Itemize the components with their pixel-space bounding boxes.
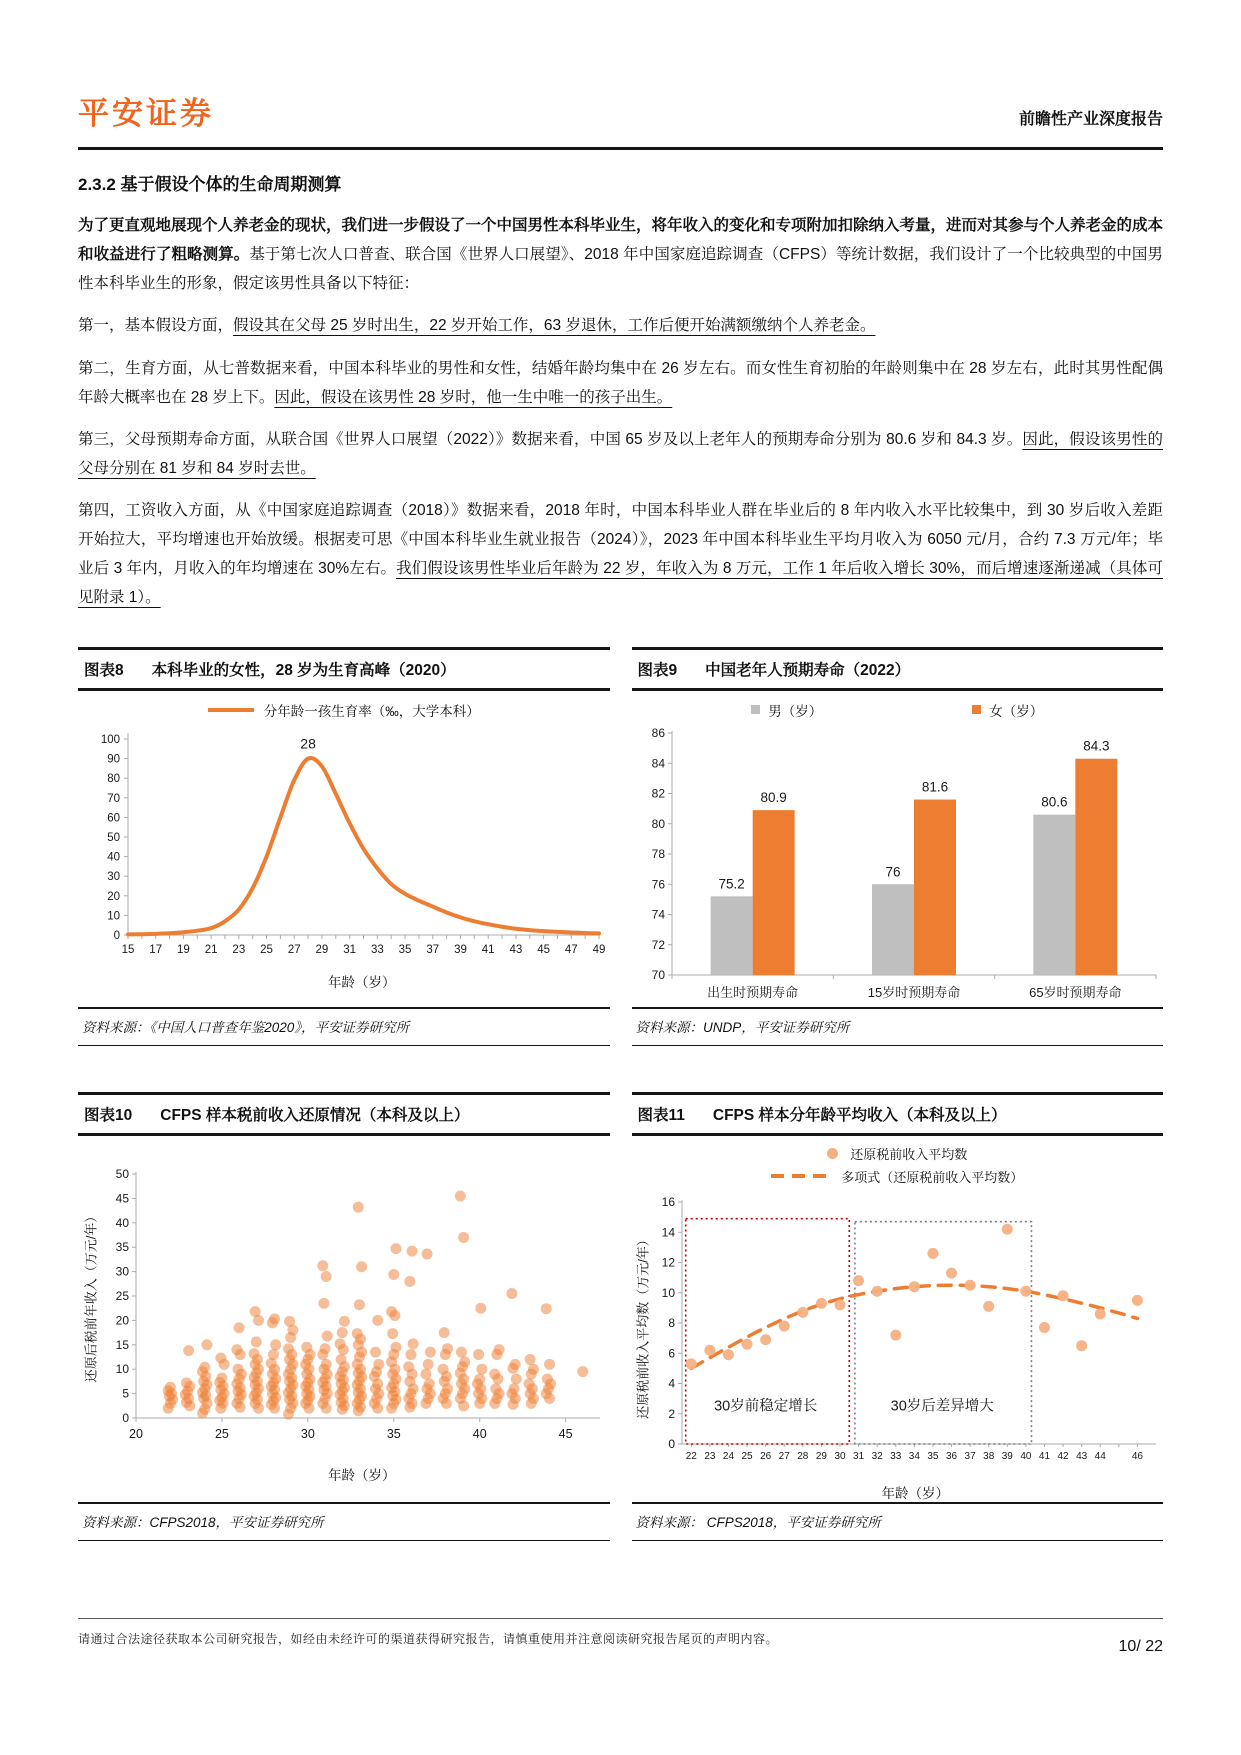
fig11-xaxis-label: 年龄（岁） bbox=[881, 1485, 949, 1501]
svg-text:42: 42 bbox=[1056, 1450, 1069, 1462]
svg-text:6: 6 bbox=[667, 1345, 675, 1360]
figure-8-body bbox=[78, 691, 610, 1007]
pingan-securities-logo: 平安证券 bbox=[78, 96, 214, 131]
svg-text:74: 74 bbox=[651, 907, 665, 921]
figure-11-source: 资料来源： CFPS2018，平安证券研究所 bbox=[632, 1502, 1164, 1541]
figure-11 bbox=[632, 1092, 1164, 1541]
female-legend-swatch bbox=[972, 705, 981, 714]
svg-text:19: 19 bbox=[177, 943, 190, 956]
svg-text:50: 50 bbox=[115, 1166, 129, 1181]
svg-text:82: 82 bbox=[651, 786, 665, 800]
fig8-line-chart bbox=[78, 723, 609, 969]
figure-11-legend bbox=[632, 1142, 1164, 1190]
figure-9-source: 资料来源：UNDP，平安证券研究所 bbox=[632, 1007, 1164, 1046]
svg-text:22: 22 bbox=[685, 1450, 697, 1462]
svg-text:60: 60 bbox=[107, 811, 120, 824]
svg-text:81.6: 81.6 bbox=[921, 779, 948, 795]
svg-text:35: 35 bbox=[386, 1426, 401, 1441]
svg-text:30: 30 bbox=[300, 1426, 315, 1441]
svg-text:0: 0 bbox=[122, 1410, 129, 1425]
fig10-yaxis-label: 还原后税前年收入（万元/年） bbox=[83, 1209, 99, 1382]
svg-text:16: 16 bbox=[661, 1194, 675, 1209]
svg-text:80.6: 80.6 bbox=[1040, 794, 1067, 810]
svg-text:29: 29 bbox=[815, 1450, 827, 1462]
figure-8-legend-label: 分年龄一孩生育率（‰，大学本科） bbox=[263, 703, 480, 719]
svg-text:5: 5 bbox=[122, 1386, 129, 1401]
svg-text:29: 29 bbox=[315, 943, 329, 956]
figure-9-title bbox=[632, 647, 1164, 691]
svg-text:25: 25 bbox=[260, 943, 273, 956]
svg-text:40: 40 bbox=[472, 1426, 487, 1441]
svg-text:25: 25 bbox=[115, 1288, 129, 1303]
svg-text:33: 33 bbox=[889, 1450, 901, 1462]
figure-8-source: 资料来源：《中国人口普查年鉴2020》，平安证券研究所 bbox=[78, 1007, 610, 1046]
paragraph-assumption-3: 第三，父母预期寿命方面，从联合国《世界人口展望（2022）》数据来看，中国 65 岁及以上老年人的预期寿命分别为 80.6 岁和 84.3 岁。因此，假设该男性的父母分别在 81 岁和 84 岁时去世。 bbox=[78, 430, 1163, 477]
svg-text:27: 27 bbox=[778, 1450, 790, 1462]
svg-text:40: 40 bbox=[107, 851, 120, 864]
svg-text:出生时预期寿命: 出生时预期寿命 bbox=[706, 984, 798, 1000]
svg-text:2: 2 bbox=[667, 1406, 675, 1421]
svg-text:30: 30 bbox=[833, 1450, 846, 1462]
svg-text:41: 41 bbox=[1038, 1450, 1050, 1462]
svg-text:90: 90 bbox=[107, 753, 120, 766]
figure-8-name: 本科毕业的女性，28 岁为生育高峰（2020） bbox=[151, 661, 456, 679]
legend-female: 女（岁） bbox=[972, 700, 1043, 720]
svg-text:37: 37 bbox=[426, 943, 440, 956]
footer-disclaimer: 请通过合法途径获取本公司研究报告，如经由未经许可的渠道获得研究报告，请慎重使用并注意阅读研究报告尾页的声明内容。 bbox=[78, 1632, 779, 1646]
fig10-xaxis-label: 年龄（岁） bbox=[328, 1467, 396, 1483]
svg-text:26: 26 bbox=[759, 1450, 771, 1462]
paragraph-assumption-4: 第四，工资收入方面，从《中国家庭追踪调查（2018）》数据来看，2018 年时，中国本科毕业人群在毕业后的 8 年内收入水平比较集中，到 30 岁后收入差距开始拉大，平均增速也开始放缓。根据麦可思《中国本科毕业生就业报告（2024）》，2023 年中国本科毕业生平均月收入为 6050 元/月，合约 7.3 万元/年；毕业后 3 年内，月收入的年均增速在 30%左右。我们假设该男性毕业后年龄为 22 岁，年收入为 8 万元，工作 1 年后收入增长 30%，而后增速逐渐递减（具体可见附录 1）。 bbox=[78, 502, 1163, 607]
svg-text:30: 30 bbox=[107, 870, 120, 883]
paragraph-assumption-2: 第二，生育方面，从七普数据来看，中国本科毕业的男性和女性，结婚年龄均集中在 26 岁左右。而女性生育初胎的年龄则集中在 28 岁左右，此时其男性配偶年龄大概率也在 28 岁上下。因此，假设在该男性 28 岁时，他一生中唯一的孩子出生。 bbox=[78, 359, 1163, 406]
figure-9-legend bbox=[632, 697, 1164, 723]
svg-text:10: 10 bbox=[107, 909, 120, 922]
page-header bbox=[78, 88, 1163, 133]
underlined-assumption-4: 我们假设该男性毕业后年龄为 22 岁，年收入为 8 万元，工作 1 年后收入增长 30%，而后增速逐渐递减（具体可见附录 1）。 bbox=[78, 560, 1163, 607]
page-number: 10/ 22 bbox=[1118, 1638, 1163, 1655]
paragraph-intro: 为了更直观地展现个人养老金的现状，我们进一步假设了一个中国男性本科毕业生，将年收入的变化和专项附加扣除纳入考量，进而对其参与个人养老金的成本和收益进行了粗略测算。基于第七次人口普查、联合国《世界人口展望》、2018 年中国家庭追踪调查（CFPS）等统计数据，我们设计了一个比较典型的中国男性本科毕业生的形象，假定该男性具备以下特征： bbox=[78, 217, 1164, 293]
figure-8 bbox=[78, 647, 610, 1046]
svg-text:100: 100 bbox=[100, 733, 120, 746]
section-title-text: 基于假设个体的生命周期测算 bbox=[120, 175, 342, 194]
figure-9-label: 图表9 bbox=[637, 661, 678, 679]
svg-text:38: 38 bbox=[982, 1450, 994, 1462]
legend-male: 男（岁） bbox=[751, 700, 822, 720]
figure-9-body bbox=[632, 691, 1164, 1007]
svg-text:31: 31 bbox=[343, 943, 357, 956]
svg-text:23: 23 bbox=[703, 1450, 715, 1462]
figure-10-label: 图表10 bbox=[84, 1106, 133, 1124]
svg-text:70: 70 bbox=[651, 967, 665, 982]
svg-text:35: 35 bbox=[398, 943, 412, 956]
svg-text:43: 43 bbox=[509, 943, 523, 956]
svg-text:80: 80 bbox=[651, 816, 665, 831]
svg-text:35: 35 bbox=[115, 1239, 129, 1254]
fig8-xaxis-label: 年龄（岁） bbox=[328, 974, 396, 990]
report-type-label: 前瞻性产业深度报告 bbox=[1018, 111, 1163, 128]
svg-text:40: 40 bbox=[1019, 1450, 1031, 1462]
svg-text:32: 32 bbox=[871, 1450, 883, 1462]
svg-text:84: 84 bbox=[651, 755, 665, 770]
header-divider bbox=[78, 147, 1163, 150]
figure-8-title bbox=[78, 647, 610, 691]
svg-text:76: 76 bbox=[884, 863, 901, 879]
paragraph-intro-bold: 为了更直观地展现个人养老金的现状，我们进一步假设了一个中国男性本科毕业生，将年收入的变化和专项附加扣除纳入考量，进而对其参与个人养老金的成本和收益进行了粗略测算。 bbox=[78, 217, 1164, 264]
figure-11-title bbox=[632, 1092, 1164, 1136]
svg-text:72: 72 bbox=[651, 937, 665, 952]
figure-9 bbox=[632, 647, 1164, 1046]
svg-text:76: 76 bbox=[651, 876, 665, 891]
section-heading bbox=[78, 170, 1163, 195]
fig11-scatter-chart bbox=[632, 1190, 1163, 1480]
line-legend-swatch bbox=[208, 708, 254, 712]
svg-text:23: 23 bbox=[232, 943, 246, 956]
dot-legend-swatch bbox=[827, 1148, 838, 1159]
svg-text:20: 20 bbox=[107, 890, 120, 903]
figure-10-title bbox=[78, 1092, 610, 1136]
svg-text:33: 33 bbox=[370, 943, 384, 956]
svg-text:27: 27 bbox=[287, 943, 301, 956]
paragraph-assumption-1: 第一，基本假设方面，假设其在父母 25 岁时出生，22 岁开始工作，63 岁退休，工作后便开始满额缴纳个人养老金。 bbox=[78, 317, 876, 335]
svg-text:17: 17 bbox=[149, 943, 163, 956]
underlined-assumption-3: 因此，假设该男性的父母分别在 81 岁和 84 岁时去世。 bbox=[78, 430, 1163, 477]
svg-text:30: 30 bbox=[115, 1264, 129, 1279]
svg-text:40: 40 bbox=[115, 1215, 129, 1230]
svg-text:45: 45 bbox=[115, 1190, 129, 1205]
svg-text:37: 37 bbox=[964, 1450, 976, 1462]
dashed-line-legend-swatch bbox=[771, 1174, 829, 1178]
svg-text:21: 21 bbox=[204, 943, 218, 956]
underlined-assumption-2: 因此，假设在该男性 28 岁时，他一生中唯一的孩子出生。 bbox=[274, 388, 673, 406]
figure-10 bbox=[78, 1092, 610, 1541]
figure-10-name: CFPS 样本税前收入还原情况（本科及以上） bbox=[160, 1106, 470, 1124]
fig9-bar-chart bbox=[632, 723, 1163, 1007]
figure-10-source: 资料来源：CFPS2018，平安证券研究所 bbox=[78, 1502, 610, 1541]
underlined-assumption-1: 假设其在父母 25 岁时出生，22 岁开始工作，63 岁退休，工作后便开始满额缴纳个人养老金。 bbox=[233, 317, 876, 335]
section-number: 2.3.2 bbox=[78, 175, 116, 194]
svg-text:50: 50 bbox=[107, 831, 120, 844]
svg-text:46: 46 bbox=[1131, 1450, 1143, 1462]
svg-text:30岁后差异增大: 30岁后差异增大 bbox=[890, 1398, 994, 1415]
male-legend-swatch bbox=[751, 705, 760, 714]
page-footer bbox=[78, 1618, 1163, 1656]
fig10-scatter-chart bbox=[78, 1162, 609, 1462]
figure-11-name: CFPS 样本分年龄平均收入（本科及以上） bbox=[712, 1106, 1007, 1124]
svg-text:41: 41 bbox=[481, 943, 495, 956]
svg-text:36: 36 bbox=[945, 1450, 957, 1462]
svg-text:80.9: 80.9 bbox=[760, 789, 787, 805]
figure-8-legend bbox=[78, 697, 610, 723]
svg-text:0: 0 bbox=[667, 1436, 675, 1451]
svg-text:47: 47 bbox=[564, 943, 578, 956]
svg-text:43: 43 bbox=[1075, 1450, 1087, 1462]
svg-text:45: 45 bbox=[558, 1426, 573, 1441]
svg-text:45: 45 bbox=[537, 943, 550, 956]
figure-grid bbox=[78, 647, 1163, 1541]
svg-text:44: 44 bbox=[1094, 1450, 1106, 1462]
svg-text:65岁时预期寿命: 65岁时预期寿命 bbox=[1028, 984, 1122, 1000]
svg-text:78: 78 bbox=[651, 846, 665, 861]
svg-text:20: 20 bbox=[129, 1426, 143, 1441]
fig11-yaxis-label: 还原税前收入平均数（万元/年） bbox=[635, 1232, 650, 1419]
figure-9-name: 中国老年人预期寿命（2022） bbox=[705, 661, 911, 679]
svg-text:84.3: 84.3 bbox=[1082, 738, 1109, 754]
svg-text:39: 39 bbox=[1001, 1450, 1013, 1462]
figure-11-label: 图表11 bbox=[637, 1106, 685, 1124]
svg-text:34: 34 bbox=[908, 1450, 920, 1462]
svg-text:35: 35 bbox=[926, 1450, 939, 1462]
svg-text:75.2: 75.2 bbox=[718, 875, 745, 891]
figure-8-label: 图表8 bbox=[84, 661, 124, 679]
svg-text:10: 10 bbox=[661, 1285, 675, 1300]
legend-mean-dot: 还原税前收入平均数 bbox=[827, 1144, 967, 1163]
svg-text:4: 4 bbox=[667, 1376, 675, 1390]
svg-text:70: 70 bbox=[107, 792, 120, 805]
legend-polynomial: 多项式（还原税前收入平均数） bbox=[771, 1167, 1023, 1186]
svg-text:28: 28 bbox=[300, 735, 316, 752]
svg-text:10: 10 bbox=[115, 1361, 129, 1376]
svg-text:15: 15 bbox=[121, 943, 135, 956]
svg-text:0: 0 bbox=[113, 929, 120, 942]
svg-text:20: 20 bbox=[115, 1312, 129, 1327]
svg-text:25: 25 bbox=[214, 1426, 229, 1441]
figure-10-body bbox=[78, 1136, 610, 1502]
svg-text:15: 15 bbox=[115, 1337, 129, 1352]
svg-text:30岁前稳定增长: 30岁前稳定增长 bbox=[713, 1398, 817, 1415]
svg-text:25: 25 bbox=[740, 1450, 753, 1462]
svg-text:12: 12 bbox=[661, 1255, 675, 1269]
svg-text:80: 80 bbox=[107, 772, 120, 785]
svg-text:39: 39 bbox=[454, 943, 467, 956]
svg-text:15岁时预期寿命: 15岁时预期寿命 bbox=[867, 984, 960, 1000]
svg-text:14: 14 bbox=[661, 1224, 675, 1239]
figure-11-body bbox=[632, 1136, 1164, 1502]
svg-text:49: 49 bbox=[592, 943, 606, 956]
svg-text:28: 28 bbox=[796, 1450, 808, 1462]
svg-text:86: 86 bbox=[651, 725, 665, 740]
svg-text:8: 8 bbox=[667, 1315, 675, 1330]
svg-text:24: 24 bbox=[722, 1450, 734, 1462]
svg-text:31: 31 bbox=[852, 1450, 864, 1462]
